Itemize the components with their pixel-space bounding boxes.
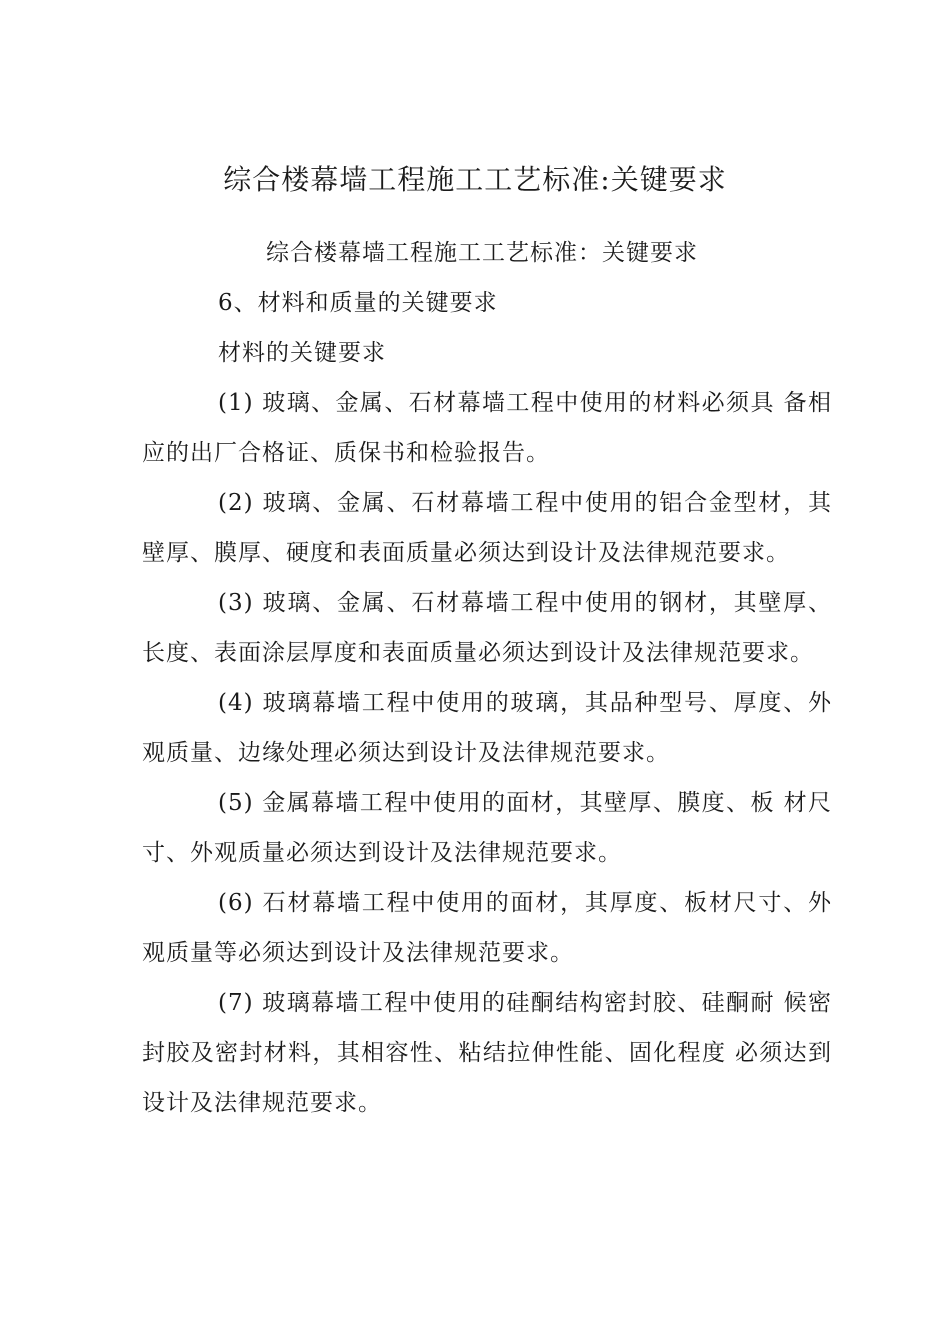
requirement-item-6: (6) 石材幕墙工程中使用的面材，其厚度、板材尺寸、外观质量等必须达到设计及法律规范要求。 [142, 890, 832, 966]
subsection-heading: 材料的关键要求 [218, 340, 386, 366]
document-body [142, 228, 832, 1128]
requirement-item-1: (1) 玻璃、金属、石材幕墙工程中使用的材料必须具 备相应的出厂合格证、质保书和检验报告。 [142, 390, 832, 466]
requirement-item-5: (5) 金属幕墙工程中使用的面材，其壁厚、膜度、板 材尺寸、外观质量必须达到设计及法律规范要求。 [142, 790, 832, 866]
section-heading: 6、材料和质量的关键要求 [218, 290, 498, 316]
document-title: 综合楼幕墙工程施工工艺标准:关键要求 [223, 163, 727, 196]
requirement-item-7: (7) 玻璃幕墙工程中使用的硅酮结构密封胶、硅酮耐 候密封胶及密封材料，其相容性、粘结拉伸性能、固化程度 必须达到设计及法律规范要求。 [142, 990, 832, 1116]
requirement-item-4: (4) 玻璃幕墙工程中使用的玻璃，其品种型号、厚度、外观质量、边缘处理必须达到设计及法律规范要求。 [142, 690, 832, 766]
requirement-item-3: (3) 玻璃、金属、石材幕墙工程中使用的钢材，其壁厚、长度、表面涂层厚度和表面质量必须达到设计及法律规范要求。 [142, 590, 832, 666]
document-subtitle: 综合楼幕墙工程施工工艺标准：关键要求 [266, 240, 698, 266]
requirement-item-2: (2) 玻璃、金属、石材幕墙工程中使用的铝合金型材，其壁厚、膜厚、硬度和表面质量必须达到设计及法律规范要求。 [142, 490, 832, 566]
